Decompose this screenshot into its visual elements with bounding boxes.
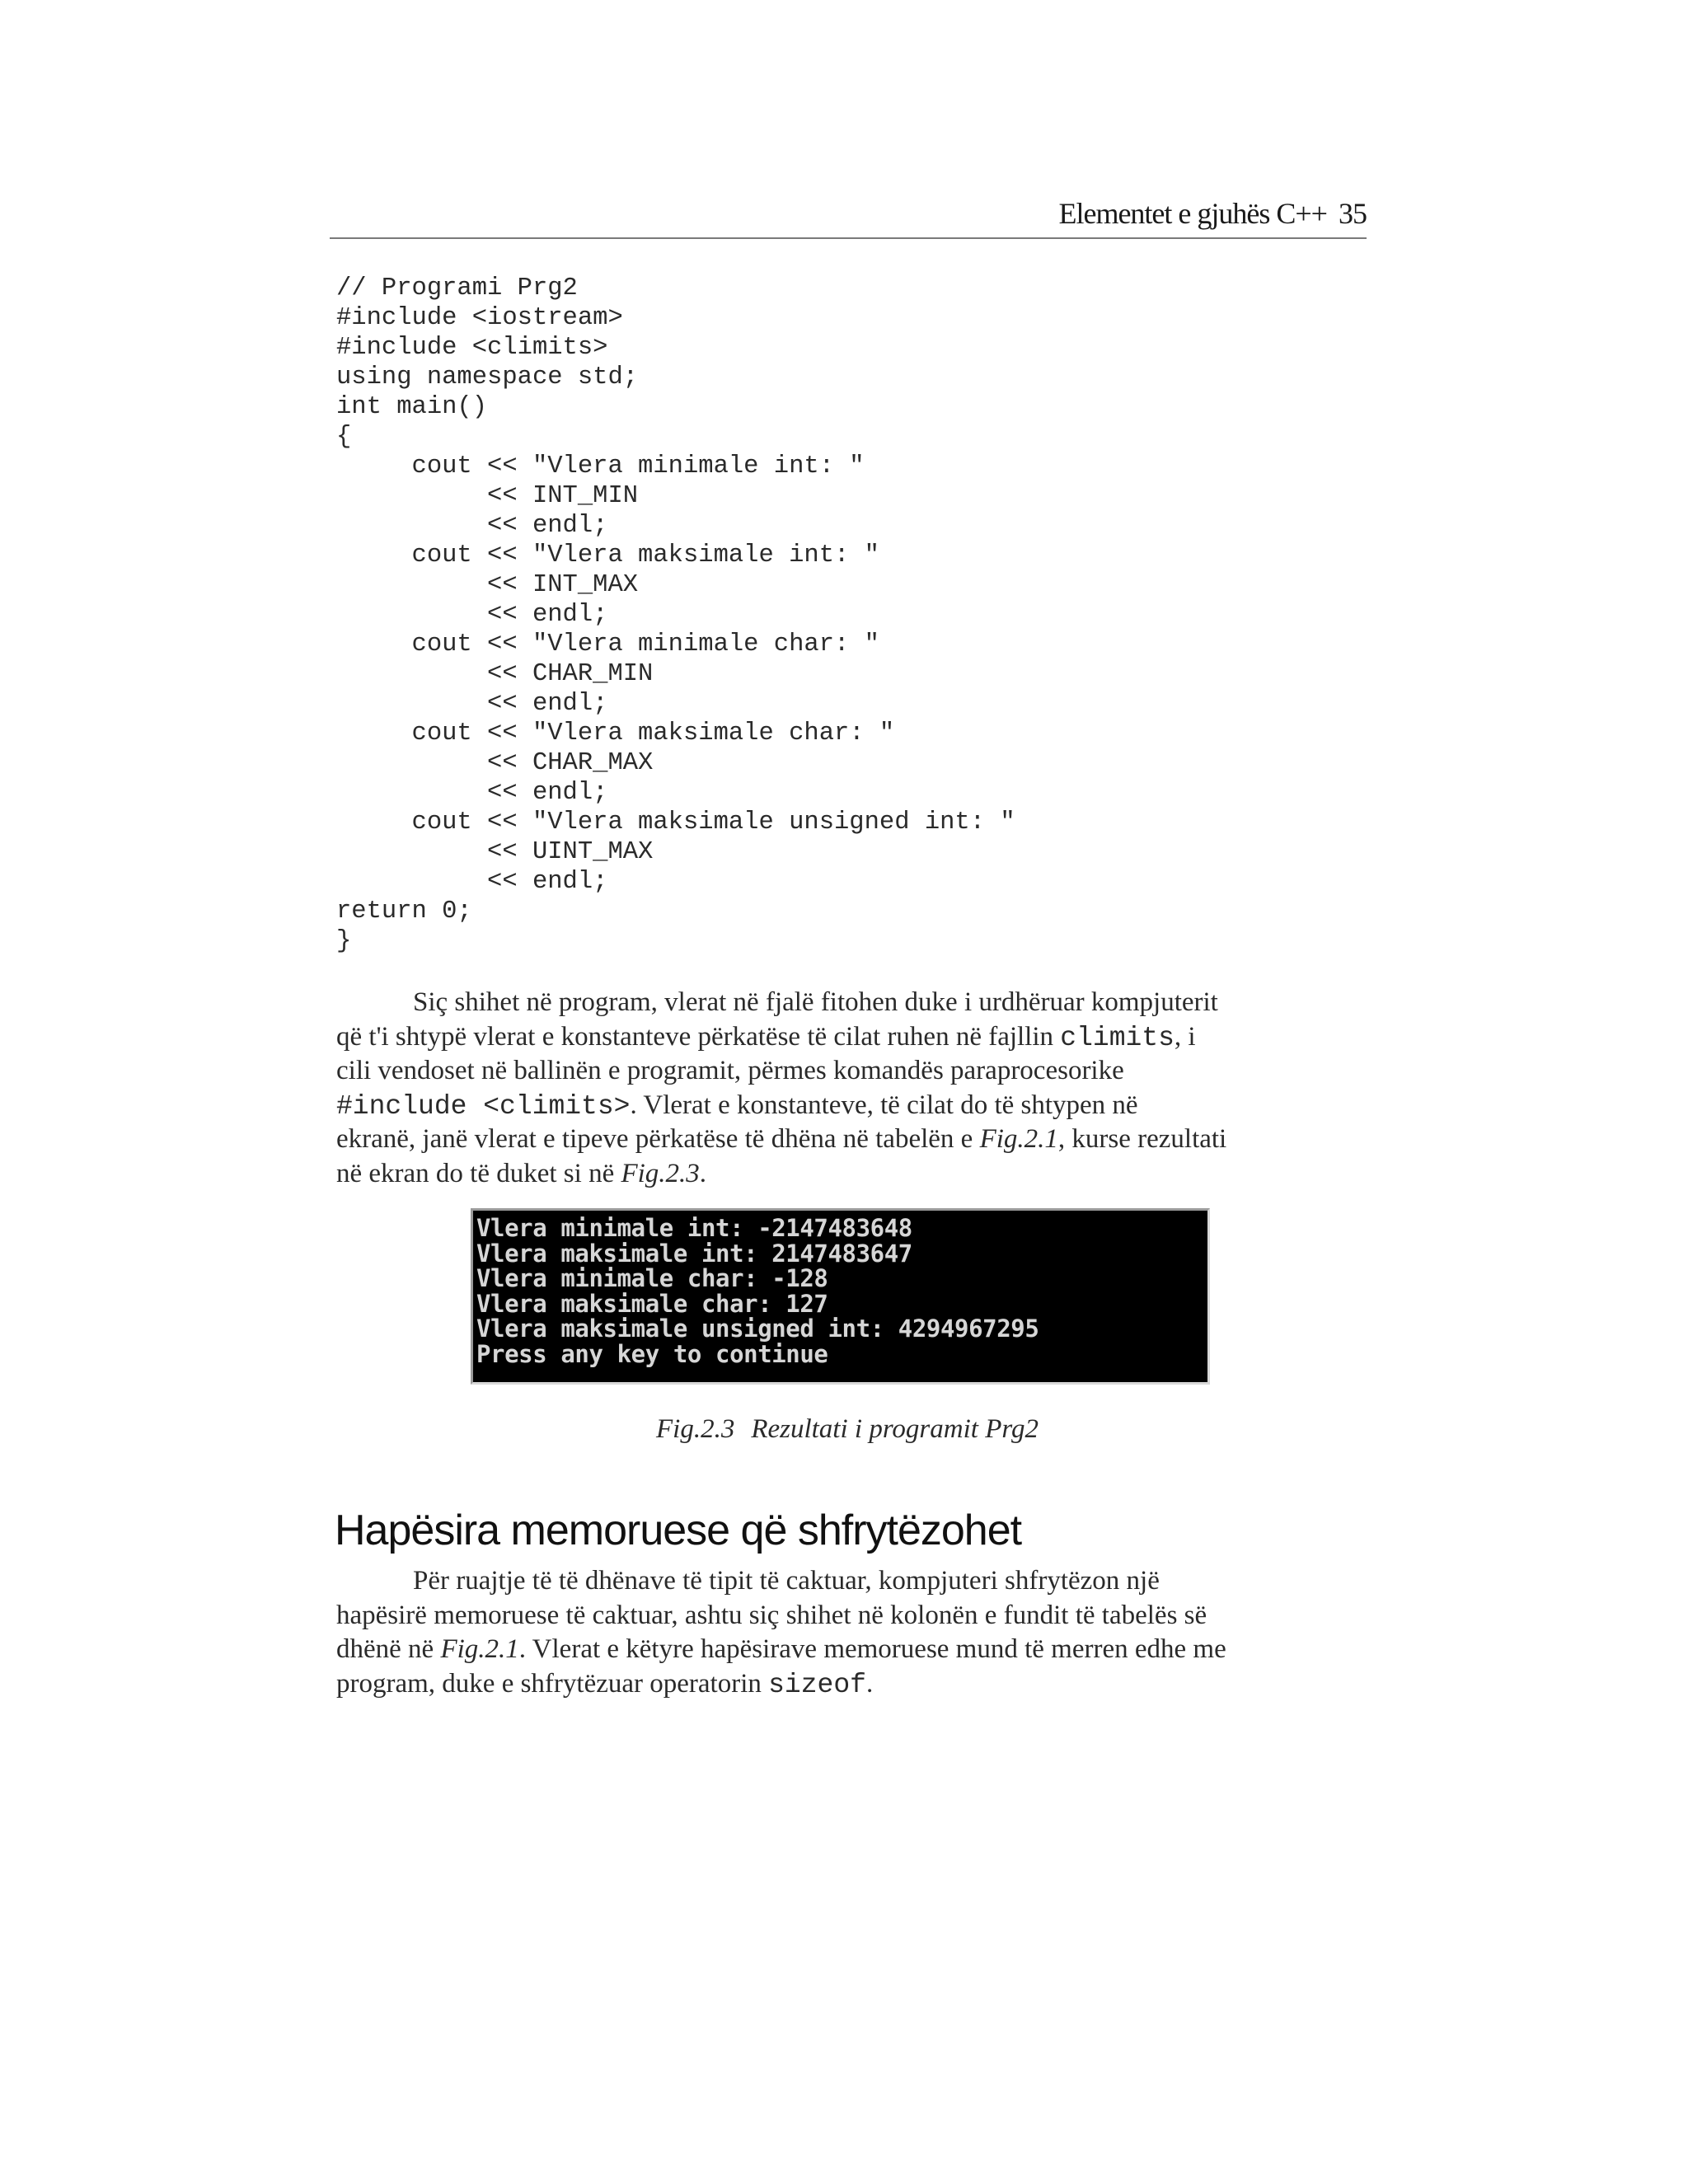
console-line: Vlera minimale int: -2147483648 [476, 1214, 912, 1242]
body-paragraph [336, 1564, 1367, 1701]
code-line: << endl; [336, 868, 608, 896]
code-line: cout << "Vlera maksimale char: " [336, 719, 895, 748]
paragraph-text: ekranë, janë vlerat e tipeve përkatëse të dhëna në tabelën e [336, 1124, 980, 1154]
paragraph-text: që t'i shtypë vlerat e konstanteve përkatëse të cilat ruhen në fajllin [336, 1021, 1061, 1052]
paragraph-line [336, 1157, 1367, 1192]
code-line: cout << "Vlera minimale int: " [336, 452, 865, 480]
code-line: << UINT_MAX [336, 838, 654, 866]
inline-code: climits [1060, 1022, 1175, 1053]
paragraph-text: cili vendoset në ballinën e programit, përmes komandës paraprocesorike [336, 1056, 1124, 1085]
console-line: Vlera maksimale int: 2147483647 [476, 1239, 912, 1268]
code-line: #include <iostream> [336, 304, 623, 332]
paragraph-text: Për ruajtje të të dhënave të tipit të caktuar, kompjuteri shfrytëzon një [413, 1566, 1160, 1596]
paragraph-text: . Vlerat e konstanteve, të cilat do të shtypen në [630, 1090, 1138, 1120]
console-line: Press any key to continue [476, 1339, 828, 1368]
code-line: << endl; [336, 779, 608, 807]
code-line: } [336, 927, 352, 955]
code-line: << endl; [336, 690, 608, 718]
console-line: Vlera maksimale char: 127 [476, 1289, 828, 1318]
console-output-screenshot [471, 1208, 1210, 1385]
code-line: int main() [336, 393, 488, 421]
figure-caption [0, 1414, 1688, 1445]
paragraph-text: , kurse rezultati [1057, 1124, 1227, 1154]
paragraph-text: . [699, 1158, 707, 1188]
paragraph-line [336, 1599, 1367, 1633]
header-title: Elementet e gjuhës C++ [1058, 197, 1327, 230]
code-line: << INT_MIN [336, 482, 639, 510]
paragraph-text: program, duke e shfrytëzuar operatorin [336, 1668, 769, 1699]
code-listing [336, 274, 1015, 956]
code-line: { [336, 423, 352, 451]
paragraph-line [336, 986, 1367, 1020]
page-number: 35 [1339, 197, 1367, 230]
code-line: using namespace std; [336, 363, 639, 391]
paragraph-line [336, 1122, 1367, 1157]
paragraph-line [336, 1564, 1367, 1599]
running-header [330, 196, 1367, 239]
paragraph-text: , i [1174, 1021, 1196, 1052]
code-line: return 0; [336, 898, 472, 926]
body-paragraph [336, 986, 1367, 1191]
code-line: #include <climits> [336, 334, 608, 362]
figure-number: Fig.2.3 [656, 1414, 735, 1444]
code-line: << CHAR_MIN [336, 660, 654, 688]
paragraph-text: në ekran do të duket si në [336, 1158, 621, 1188]
code-line: cout << "Vlera maksimale unsigned int: " [336, 808, 1015, 837]
paragraph-line [336, 1089, 1367, 1123]
paragraph-text: . Vlerat e këtyre hapësirave memoruese mund të merren edhe me [518, 1634, 1226, 1664]
paragraph-line [336, 1054, 1367, 1089]
figure-reference: Fig.2.1 [979, 1124, 1058, 1154]
code-line: cout << "Vlera maksimale int: " [336, 541, 879, 569]
paragraph-line [336, 1020, 1367, 1055]
code-line: << CHAR_MAX [336, 749, 654, 777]
paragraph-text: . [865, 1668, 874, 1699]
paragraph-text: Siç shihet në program, vlerat në fjalë fitohen duke i urdhëruar kompjuterit [413, 987, 1218, 1017]
console-line: Vlera maksimale unsigned int: 4294967295 [476, 1315, 1039, 1343]
paragraph-line [336, 1633, 1367, 1667]
figure-reference: Fig.2.1 [440, 1634, 519, 1664]
code-line: // Programi Prg2 [336, 274, 578, 302]
code-line: << INT_MAX [336, 571, 639, 599]
section-heading: Hapësira memoruese që shfrytëzohet [335, 1507, 1022, 1554]
inline-code: sizeof [768, 1669, 866, 1700]
paragraph-text: dhënë në [336, 1634, 441, 1664]
paragraph-text: hapësirë memoruese të caktuar, ashtu siç shihet në kolonën e fundit të tabelës së [336, 1600, 1207, 1630]
code-line: cout << "Vlera minimale char: " [336, 630, 879, 658]
figure-caption-text: Rezultati i programit Prg2 [751, 1414, 1039, 1444]
inline-code: #include <climits> [336, 1090, 631, 1122]
paragraph-line [336, 1667, 1367, 1702]
figure-reference: Fig.2.3 [621, 1158, 700, 1188]
code-line: << endl; [336, 512, 608, 540]
code-line: << endl; [336, 601, 608, 629]
console-line: Vlera minimale char: -128 [476, 1264, 828, 1292]
